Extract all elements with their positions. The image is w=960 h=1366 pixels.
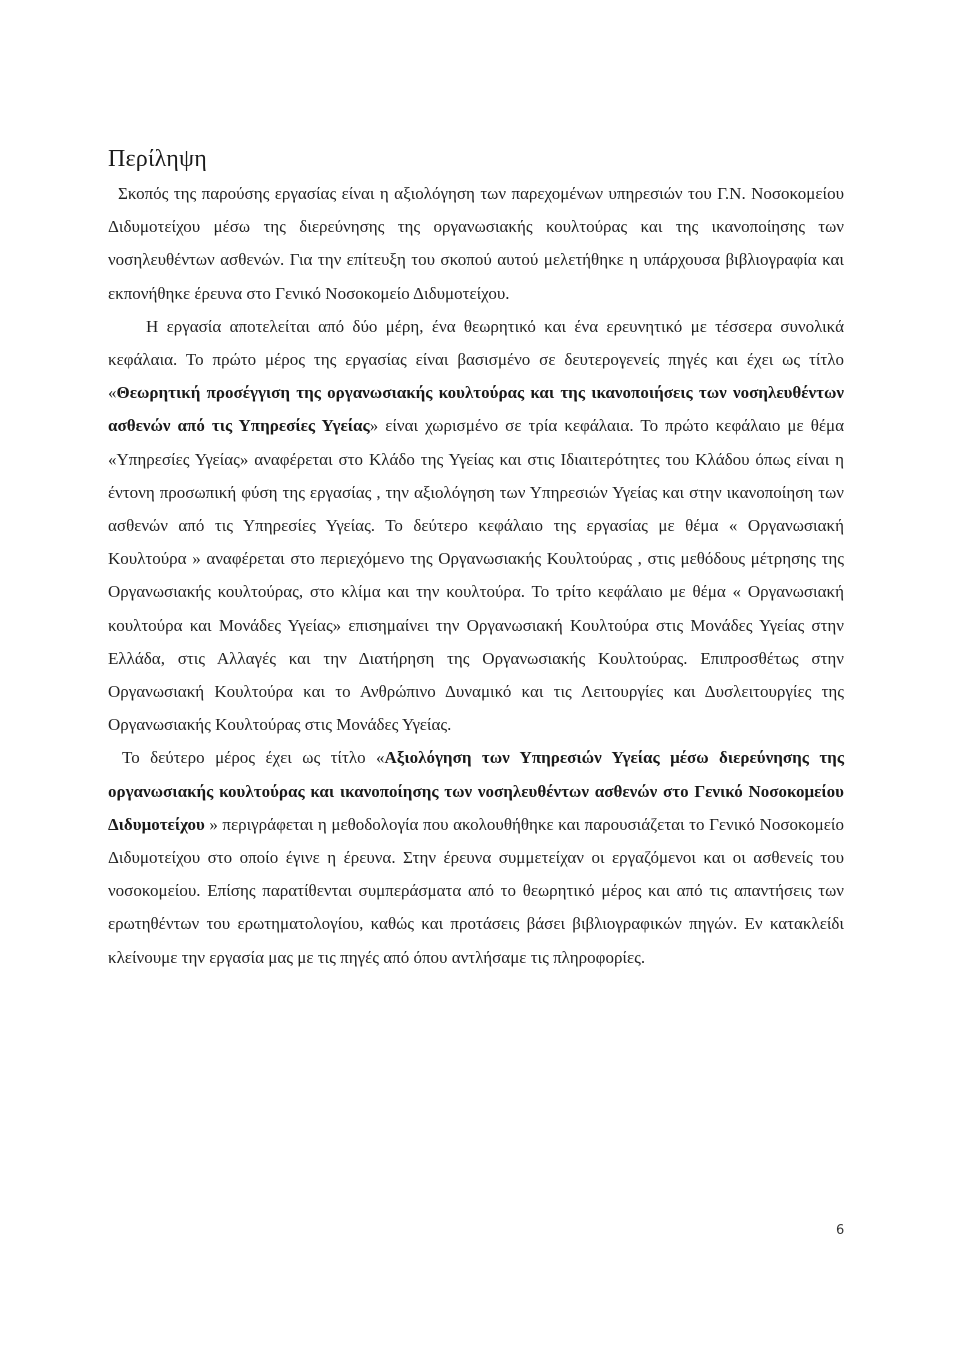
abstract-body xyxy=(108,177,844,974)
paragraph-purpose-text: Σκοπός της παρούσης εργασίας είναι η αξιολόγηση των παρεχομένων υπηρεσιών του Γ.Ν. Νοσοκομείου Διδυμοτείχου μέσω της διερεύνησης της οργανωσιακής κουλτούρας και της ικανοποίησης των νοσηλευθέντων ασθενών. Για την επίτευξη του σκοπού αυτού μελετήθηκε η υπάρχουσα βιβλιογραφία και εκπονήθηκε έρευνα στο Γενικό Νοσοκομείο Διδυμοτείχου. xyxy=(108,184,844,303)
part-one-title: Θεωρητική προσέγγιση της οργανωσιακής κουλτούρας και της ικανοποιήσεις των νοσηλευθέντων ασθενών από τις Υπηρεσίες Υγείας xyxy=(108,383,844,436)
paragraph-part-two-text-1: Το δεύτερο μέρος έχει ως τίτλο « xyxy=(122,748,385,768)
page-number: 6 xyxy=(836,1223,845,1238)
paragraph-structure-text-2: » είναι χωρισμένο σε τρία κεφάλαια. Το πρώτο κεφάλαιο με θέμα «Υπηρεσίες Υγείας» αναφέρεται στο Κλάδο της Υγείας και στις Ιδιαιτερότητες του Κλάδου όπως είναι η έντονη προσωπική φύση της εργασίας , την αξιολόγηση των Υπηρεσιών Υγείας και στην ικανοποίηση των ασθενών από τις Υπηρεσίες Υγείας. Το δεύτερο κεφάλαιο της εργασίας με θέμα « Οργανωσιακή Κουλτούρα » αναφέρεται στο περιεχόμενο της Οργανωσιακής Κουλτούρας , στις μεθόδους μέτρησης της Οργανωσιακής κουλτούρας, στο κλίμα και την κουλτούρα. Το τρίτο κεφάλαιο με θέμα « Οργανωσιακή κουλτούρα και Μονάδες Υγείας» επισημαίνει την Οργανωσιακή Κουλτούρα στις Μονάδες Υγείας στην Ελλάδα, στις Αλλαγές και την Διατήρηση της Οργανωσιακής Κουλτούρας. Επιπροσθέτως στην Οργανωσιακή Κουλτούρα και το Ανθρώπινο Δυναμικό και τις Λειτουργίες και Δυσλειτουργίες της Οργανωσιακής Κουλτούρας στις Μονάδες Υγείας. xyxy=(108,416,845,735)
paragraph-purpose xyxy=(108,177,844,310)
paragraph-part-two xyxy=(108,741,844,973)
paragraph-structure-text-1: Η εργασία αποτελείται από δύο μέρη, ένα θεωρητικό και ένα ερευνητικό με τέσσερα συνολικά κεφάλαια. Το πρώτο μέρος της εργασίας είναι βασισμένο σε δευτερογενείς πηγές και έχει ως τίτλο « xyxy=(108,316,844,403)
page-heading: Περίληψη xyxy=(108,146,207,172)
part-two-title: Αξιολόγηση των Υπηρεσιών Υγείας μέσω διερεύνησης της οργανωσιακής κουλτούρας και ικανοποίησης των νοσηλευθέντων ασθενών στο Γενικό Νοσοκομείου Διδυμοτείχου xyxy=(108,748,844,834)
paragraph-structure xyxy=(108,310,844,742)
paragraph-part-two-text-2: » περιγράφεται η μεθοδολογία που ακολουθήθηκε και παρουσιάζεται το Γενικό Νοσοκομείο Διδυμοτείχου στο οποίο έγινε η έρευνα. Στην έρευνα συμμετείχαν οι εργαζόμενοι και οι ασθενείς του νοσοκομείου. Επίσης παρατίθενται συμπεράσματα από το θεωρητικό μέρος και από τις απαντήσεις των ερωτηθέντων του ερωτηματολογίου, καθώς και προτάσεις βάσει βιβλιογραφικών πηγών. Εν κατακλείδι κλείνουμε την εργασία μας με τις πηγές από όπου αντλήσαμε τις πληροφορίες. xyxy=(108,814,844,967)
